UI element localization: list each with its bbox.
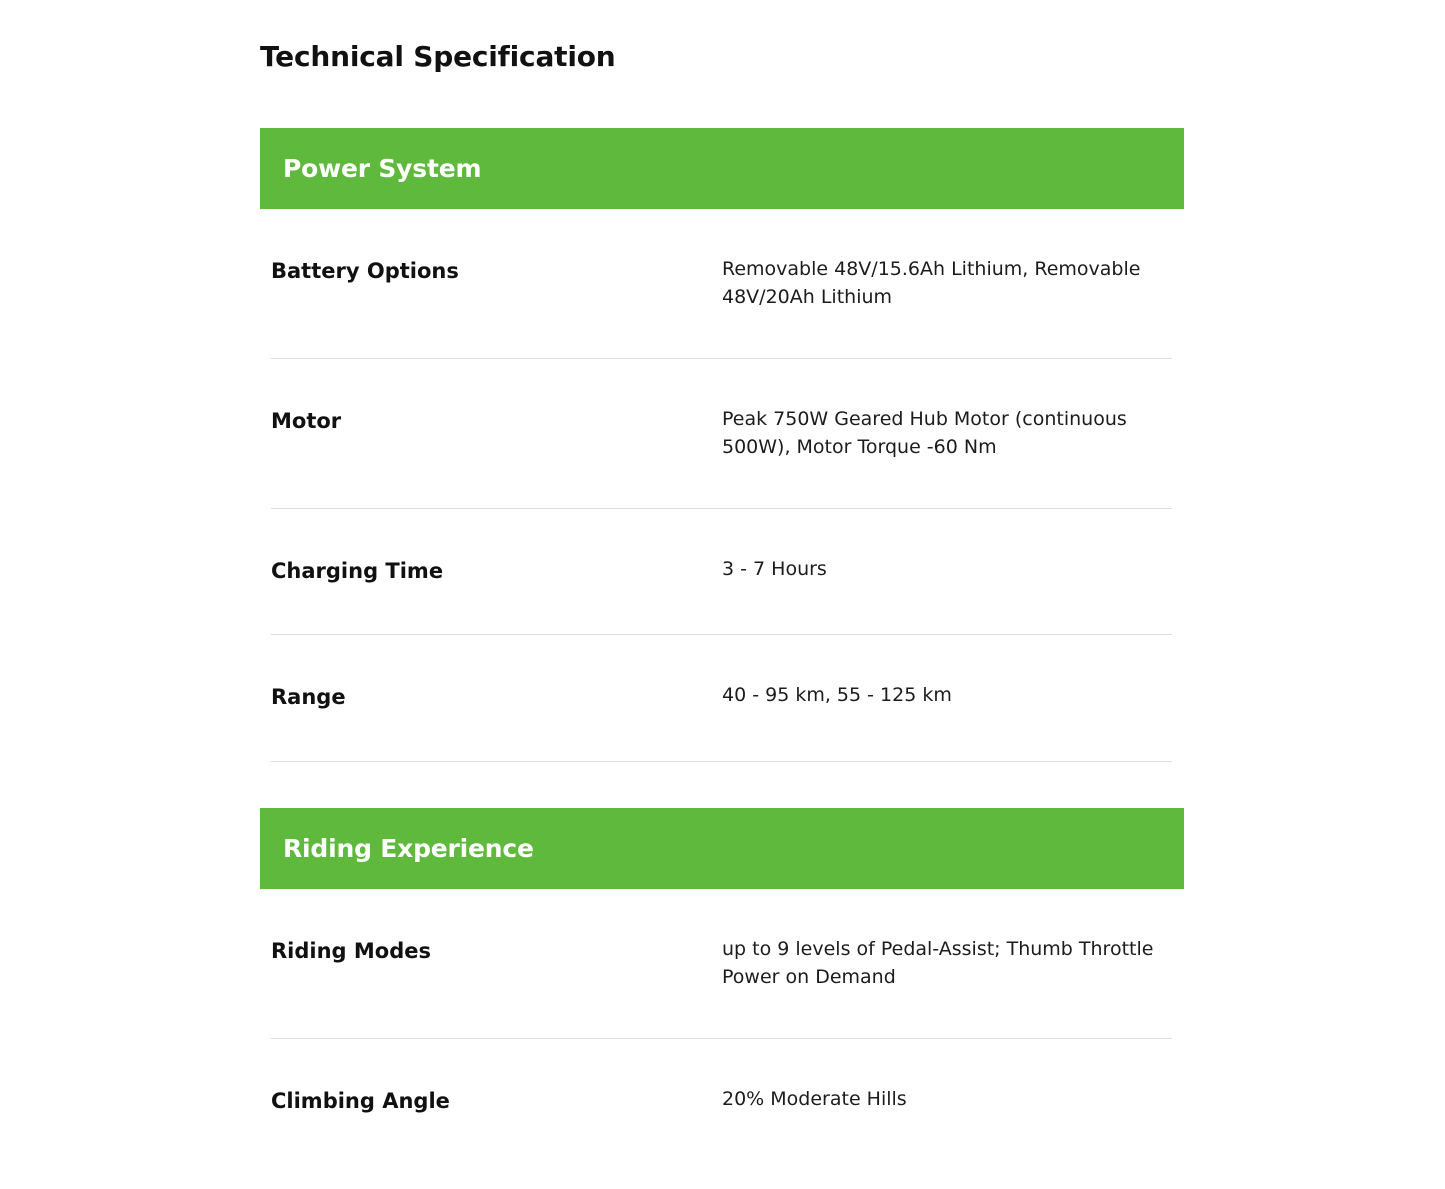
spec-row-climbing-angle [271, 1039, 1172, 1189]
spec-value: Removable 48V/15.6Ah Lithium, Removable 48V/20Ah Lithium [722, 258, 1141, 308]
spec-row-charging-time [271, 509, 1172, 635]
spec-value: up to 9 levels of Pedal-Assist; Thumb Throttle Power on Demand [722, 938, 1154, 988]
spec-label: Battery Options [271, 259, 459, 283]
section-header-riding-experience: Riding Experience [260, 808, 1184, 889]
spec-label: Riding Modes [271, 939, 431, 963]
spec-value: Peak 750W Geared Hub Motor (continuous 500W), Motor Torque -60 Nm [722, 408, 1127, 458]
spec-value: 3 - 7 Hours [722, 558, 827, 580]
spec-label: Motor [271, 409, 342, 433]
page-title: Technical Specification [260, 40, 616, 73]
spec-label: Climbing Angle [271, 1089, 450, 1113]
spec-value: 40 - 95 km, 55 - 125 km [722, 684, 952, 706]
spec-row-range [271, 635, 1172, 762]
spec-label: Range [271, 685, 346, 709]
section-riding-experience [260, 808, 1184, 1189]
section-header-power-system: Power System [260, 128, 1184, 209]
spec-value: 20% Moderate Hills [722, 1088, 907, 1110]
spec-label: Charging Time [271, 559, 444, 583]
spec-row-battery-options [271, 239, 1172, 359]
spec-row-riding-modes [271, 919, 1172, 1039]
section-power-system [260, 128, 1184, 762]
spec-row-motor [271, 359, 1172, 509]
